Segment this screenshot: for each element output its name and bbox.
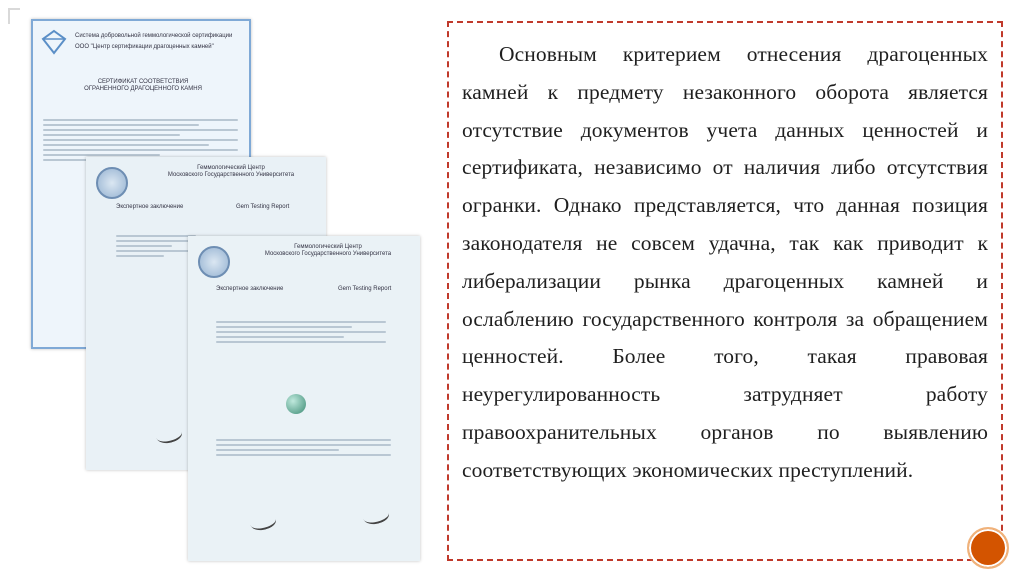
text-panel (447, 21, 1003, 561)
cert2-header-line2: Московского Государственного Университета (167, 172, 295, 178)
main-paragraph: Основным критерием отнесения драгоценных камней к предмету незаконного оборота является отсутствие документов учета данных ценностей и сертификата, независимо от наличия либо отсутствия огранки. Однако представляется, что данная позиция законодателя не совсем удачна, так как приводит к либерализации рынка драгоценных камней и ослаблению государственного контроля за обращением ценностей. Более того, такая правовая неурегулированность затрудняет работу правоохранительных органов по выявлению соответствующих экономических преступлений. (462, 42, 988, 482)
signature-icon (361, 504, 391, 528)
signature-icon (154, 423, 184, 447)
cert2-header-line1: Геммологический Центр (197, 165, 265, 171)
cert1-title-line1: Система добровольной геммологической сертификации (75, 33, 233, 39)
cert1-heading-line2: ОГРАНЕННОГО ДРАГОЦЕННОГО КАМНЯ (84, 86, 202, 92)
msu-seal-icon (198, 246, 230, 278)
gemstone-icon (286, 394, 306, 414)
diamond-logo-icon (41, 29, 67, 55)
cert2-label-ru: Экспертное заключение (116, 204, 184, 210)
cert3-header-line2: Московского Государственного Университета (264, 251, 392, 257)
cert2-fields (116, 232, 196, 260)
cert3-header-line1: Геммологический Центр (294, 244, 362, 250)
cert1-title-line2: ООО "Центр сертификации драгоценных камней" (75, 44, 214, 50)
cert3-label-en: Gem Testing Report (338, 286, 392, 292)
cert1-heading-line1: СЕРТИФИКАТ СООТВЕТСТВИЯ (97, 79, 189, 85)
cert3-table (216, 436, 391, 459)
certificate-image-3 (188, 236, 420, 561)
signature-icon (248, 510, 278, 534)
cert3-label-ru: Экспертное заключение (216, 286, 284, 292)
cert3-fields (216, 318, 386, 346)
cert2-label-en: Gem Testing Report (236, 204, 290, 210)
corner-frame (8, 8, 20, 24)
msu-seal-icon (96, 167, 128, 199)
page-badge-icon (967, 527, 1009, 569)
